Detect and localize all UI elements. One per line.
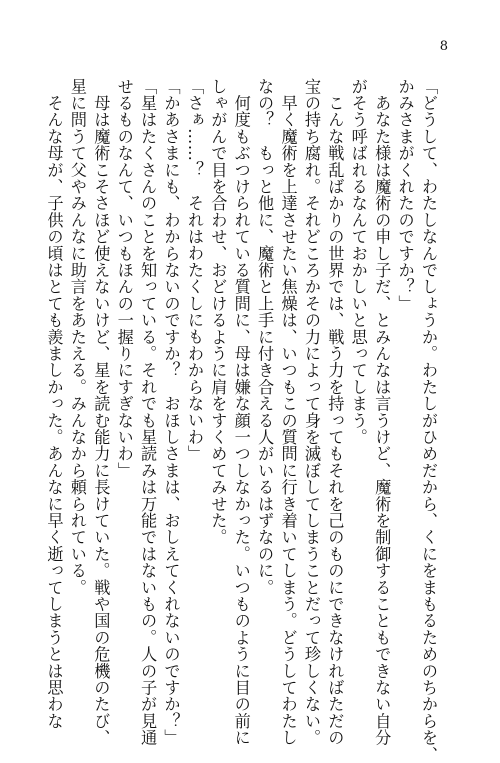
text-line: 「どうして、わたしなんでしょうか。わたしがひめだから、くにをまもるためのちからを、 (419, 78, 438, 763)
text-line: 「かあさまにも、わからないのですか？ おほしさまは、おしえてくれないのですか？」 (161, 78, 181, 746)
text-line: 「星はたくさんのことを知っている。それでも星読みは万能ではないもの。人の子が見通 (138, 78, 158, 746)
text-line: そんな母が、子供の頃はとても羨ましかった。あんなに早く逝ってしまうとは思わな (44, 78, 64, 730)
novel-text (42, 78, 440, 763)
text-line: がそう呼ばれるなんておかしいと思ってしまう。 (348, 78, 368, 446)
text-line: しゃがんで目を合わせ、おどけるように肩をすくめてみせた。 (208, 78, 228, 546)
text-line: 何度もぶつけられている質問に、母は嫌な顔一つしなかった。いつものように目の前に (231, 78, 251, 746)
text-line: 星に問うて父やみんなに助言をあたえる。みんなから頼られている。 (67, 78, 87, 596)
text-line: 早く魔術を上達させたい焦燥は、いつもこの質問に行き着いてしまう。どうしてわたし (278, 78, 298, 746)
text-line: 「さぁ……？ それはわたくしにもわからないわ」 (184, 78, 204, 463)
text-line: 宝の持ち腐れ。それどころかその力によって身を滅ぼしてしまうことだって珍しくない。 (301, 78, 321, 746)
text-line: こんな戦乱ばかりの世界では、戦う力を持ってもそれを己のものにできなければただの (325, 78, 345, 746)
text-line: あなた様は魔術の申し子だ、とみんなは言うけど、魔術を制御することもできない自分 (372, 78, 392, 746)
text-line: せるものなんて、いつもほんの一握りにすぎないわ」 (114, 78, 134, 479)
text-line: なの？ もっと他に、魔術と上手に付き合える人がいるはずなのに。 (255, 78, 275, 596)
text-line: 母は魔術こそさほど使えないけど、星を読む能力に長けていた。戦や国の危機のたび、 (91, 78, 111, 747)
text-line: かみさまがくれたのですか？」 (395, 78, 415, 312)
page-number: 8 (439, 39, 448, 54)
